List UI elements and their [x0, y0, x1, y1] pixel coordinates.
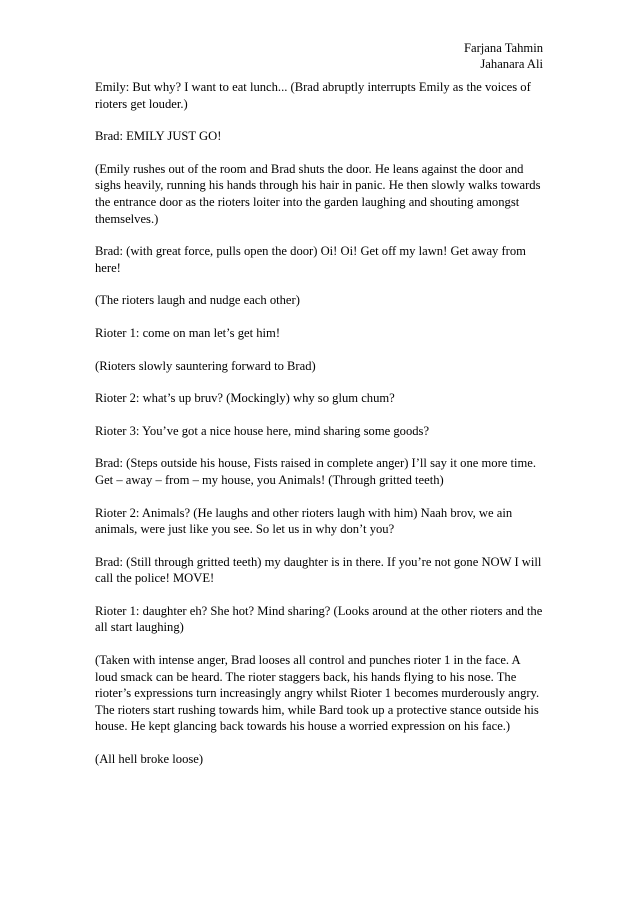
script-paragraph: Rioter 2: what’s up bruv? (Mockingly) why so glum chum?	[95, 391, 395, 406]
script-paragraph: (Emily rushes out of the room and Brad shuts the door. He leans against the door and sighs heavily, running his hands through his hair in panic. He then slowly walks towards the entrance door as the rioters loiter into the garden laughing and shouting amongst themselves.)	[95, 161, 541, 226]
script-paragraph: Brad: EMILY JUST GO!	[95, 129, 222, 144]
script-paragraph: (Rioters slowly sauntering forward to Brad)	[95, 358, 316, 373]
author-name: Jahanara Ali	[480, 57, 543, 71]
script-body	[95, 79, 545, 784]
script-paragraph: Brad: (Steps outside his house, Fists raised in complete anger) I’ll say it one more time. Get – away – from – my house, you Animals! (Through gritted teeth)	[95, 456, 537, 487]
script-paragraph: (Taken with intense anger, Brad looses all control and punches rioter 1 in the face. A loud smack can be heard. The rioter staggers back, his hands flying to his nose. The rioter’s expressions turn increasingly angry whilst Rioter 1 becomes murderously angry. The rioters start rushing towards him, while Bard took up a protective stance outside his house. He kept glancing back towards his house a worried expression on his face.)	[95, 653, 540, 734]
script-paragraph: Emily: But why? I want to eat lunch... (Brad abruptly interrupts Emily as the voices of rioters get louder.)	[95, 80, 531, 111]
script-paragraph: Rioter 3: You’ve got a nice house here, mind sharing some goods?	[95, 423, 430, 438]
script-paragraph: (The rioters laugh and nudge each other)	[95, 293, 300, 308]
script-paragraph: Brad: (with great force, pulls open the door) Oi! Oi! Get off my lawn! Get away from here!	[95, 244, 526, 275]
page-header	[464, 40, 543, 72]
script-paragraph: Rioter 1: daughter eh? She hot? Mind sharing? (Looks around at the other rioters and the all start laughing)	[95, 603, 543, 635]
author-name: Farjana Tahmin	[464, 41, 543, 55]
script-paragraph: (All hell broke loose)	[95, 752, 204, 767]
script-paragraph: Rioter 2: Animals? (He laughs and other rioters laugh with him) Naah brov, we ain animals, were just like you see. So let us in why don’t you?	[95, 505, 513, 537]
script-paragraph: Brad: (Still through gritted teeth) my daughter is in there. If you’re not gone NOW I will call the police! MOVE!	[95, 554, 542, 586]
script-paragraph: Rioter 1: come on man let’s get him!	[95, 325, 281, 340]
